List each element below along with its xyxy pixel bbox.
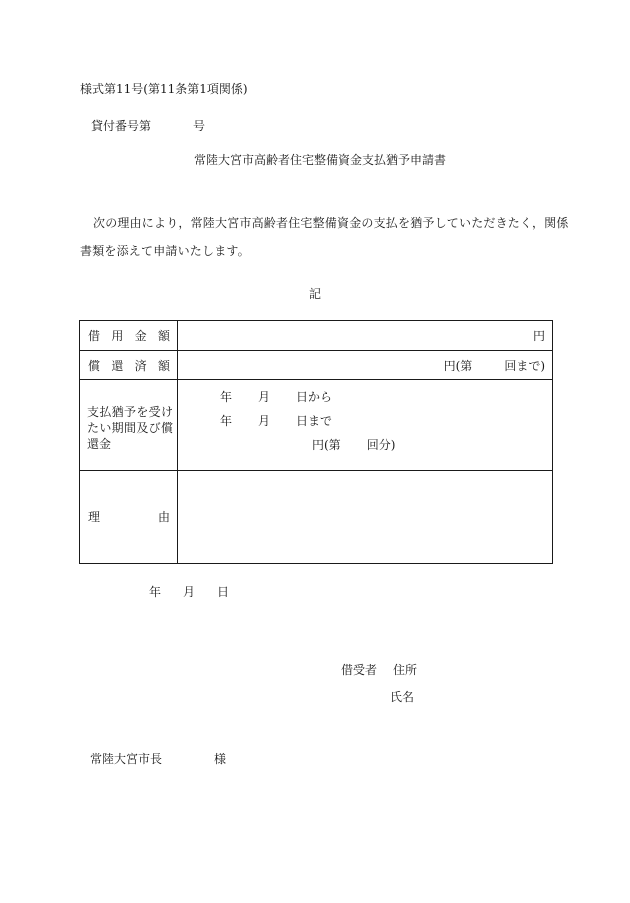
borrower-name-label[interactable]: 氏名 bbox=[390, 690, 415, 704]
body-text-line-2: 書類を添えて申請いたします。 bbox=[80, 244, 250, 258]
loan-amount-field[interactable] bbox=[533, 329, 545, 343]
form-number: 様式第11号(第11条第1項関係) bbox=[80, 82, 248, 96]
application-table bbox=[79, 320, 553, 564]
deferral-label-cell bbox=[80, 380, 178, 470]
reason-field[interactable] bbox=[178, 471, 552, 563]
borrower-address-line[interactable] bbox=[341, 663, 417, 677]
application-date[interactable]: 年 月 日 bbox=[149, 585, 230, 599]
deferral-amount-field[interactable]: 円(第 回分) bbox=[312, 438, 396, 452]
loan-number-line bbox=[91, 119, 205, 133]
addressee-honorific: 様 bbox=[214, 752, 227, 766]
body-text-line-1: 次の理由により，常陸大宮市高齢者住宅整備資金の支払を猶予していただきたく，関係 bbox=[93, 216, 569, 230]
loan-amount-label: 借 用 金 額 bbox=[88, 329, 170, 343]
ki-heading: 記 bbox=[308, 287, 321, 301]
repaid-unit-prefix: 円(第 bbox=[443, 359, 473, 373]
loan-number-suffix: 号 bbox=[193, 119, 206, 133]
loan-amount-label-cell bbox=[80, 321, 178, 350]
document-title: 常陸大宮市高齢者住宅整備資金支払猶予申請書 bbox=[193, 153, 446, 167]
loan-number-prefix: 貸付番号第 bbox=[91, 119, 152, 133]
row-repaid-amount bbox=[80, 351, 552, 380]
row-loan-amount bbox=[80, 321, 552, 351]
repaid-unit-suffix: 回まで) bbox=[504, 359, 545, 373]
repaid-amount-label: 償 還 済 額 bbox=[88, 359, 170, 373]
reason-label: 理 由 bbox=[88, 510, 170, 524]
borrower-address-label: 住所 bbox=[393, 663, 418, 677]
reason-label-cell bbox=[80, 471, 178, 563]
deferral-to-field[interactable]: 年 月 日まで bbox=[220, 414, 333, 428]
loan-amount-unit: 円 bbox=[532, 329, 545, 343]
deferral-label: 支払猶予を受け たい期間及び償 還金 bbox=[87, 405, 173, 451]
deferral-from-field[interactable]: 年 月 日から bbox=[220, 390, 333, 404]
repaid-amount-field[interactable] bbox=[444, 359, 545, 373]
row-reason bbox=[80, 471, 552, 563]
repaid-amount-label-cell bbox=[80, 351, 178, 379]
row-deferral bbox=[80, 380, 552, 471]
addressee-name: 常陸大宮市長 bbox=[90, 752, 163, 766]
borrower-role: 借受者 bbox=[341, 663, 378, 677]
addressee-line bbox=[90, 752, 226, 766]
